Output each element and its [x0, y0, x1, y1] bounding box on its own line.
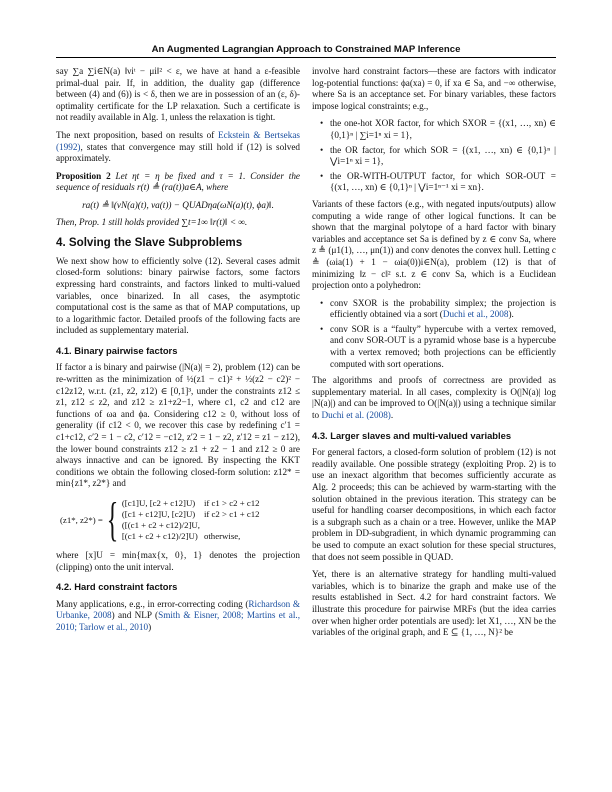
left-column: [56, 66, 300, 640]
text: , states that convergence may still hold if (12) is solved approximately.: [56, 141, 300, 164]
text: ) and NLP (: [111, 610, 159, 621]
citation-link[interactable]: Richardson & Urbanke, 2008: [56, 598, 300, 621]
section-heading: 4. Solving the Slave Subproblems: [56, 236, 243, 250]
case-value: ([c1]U, [c2 + c12]U): [121, 498, 196, 508]
paragraph: For general factors, a closed-form solution of problem (12) is not readily available. One possible strategy (exploiting Prop. 2) is to use an inexact algorithm that becomes sufficiently accurate as Alg. 2 proceeds; this can be achieved by warm-starting with the solution obtained in the previous iteration. This strategy can be useful for handling coarser decompositions, in which each factor is a subgraph such as a chain or a tree. However, unlike the MAP problem in DD-subgradient, in which dynamic programming can be used to compute an exact solution for these special structures, that does not seem possible in QUAD.: [312, 447, 556, 562]
cases-lhs: (z1*, z2*) =: [60, 514, 103, 525]
paragraph: Yet, there is an alternative strategy for handling multi-valued variables, which is to binarize the graph and make use of the results established in Sect. 4.2 for hard constraint factors. We illustrate this procedure for pairwise MRFs (but the idea carries over when higher order potentials are used): let X1, …, XN be the variables of the original graph, and E ⊆ {1, …, N}² be: [312, 569, 556, 638]
list-item: • the OR-WITH-OUTPUT factor, for which SOR-OUT = {(x1, …, xn) ∈ {0,1}ⁿ | ⋁i=1ⁿ⁻¹ xi = xn}.: [322, 171, 556, 194]
case-value: ([(c1 + c2 + c12)/2]U,: [121, 520, 200, 530]
subsection-heading: 4.3. Larger slaves and multi-valued variables: [312, 429, 512, 441]
text: ): [148, 621, 152, 632]
list-item: • the OR factor, for which SOR = {(x1, …, xn) ∈ {0,1}ⁿ | ⋁i=1ⁿ xi = 1},: [322, 145, 556, 168]
paragraph: Variants of these factors (e.g., with negated inputs/outputs) allow computing a wide range of other logical functions. It can be shown that the marginal polytope of a hard factor with binary variables and acceptance set Sa is defined by z ∈ conv Sa, where z ≜ (μ1(1), …, μn(1)) and conv denotes the convex hull. Letting c ≜ (ωia(1) + 1 − ωia(0))i∈N(a), problem (12) is that of minimizing ‖z − c‖² s.t. z ∈ conv Sa, which is a Euclidean projection onto a polyhedron:: [312, 198, 556, 291]
proposition-conclusion: [56, 217, 300, 229]
citation-link[interactable]: Eckstein & Bertsekas (1992): [56, 129, 300, 152]
paragraph: [56, 130, 300, 165]
bullet-list: [312, 298, 556, 371]
paragraph: say ∑a ∑i∈N(a) ‖νiᵗ − μi‖² < ε, we have at hand a ε-feasible primal-dual pair. If, in addition, the duality gap (difference between (4) and (6)) is < δ, then we are in possession of an (ε, δ)-optimality certificate for the LP relaxation. Such a certificate is not readily available in Alg. 1, unless the relaxation is tight.: [56, 66, 300, 123]
subsection-heading: 4.1. Binary pairwise factors: [56, 344, 178, 356]
text: The algorithms and proofs of correctness are provided as supplementary material. In all cases, complexity is O(|N(a)| log |N(a)|) and can be improved to O(|N(a)|) using a technique similar to: [312, 375, 556, 421]
cases-table: [122, 498, 264, 542]
proposition: [56, 171, 300, 194]
text: Many applications, e.g., in error-correcting coding (: [56, 598, 249, 609]
header-rule: [56, 57, 556, 58]
citation-link[interactable]: Duchi et al. (2008): [321, 410, 391, 421]
text: Then, Prop. 1 still holds provided ∑t=1∞ ‖r(t)‖ < ∞.: [56, 216, 248, 227]
paragraph: If factor a is binary and pairwise (|N(a)| = 2), problem (12) can be re-written as the minimization of ½(z1 − c1)² + ½(z2 − c2)² − c12z12, w.r.t. (z1, z2, z12) ∈ [0,1]³, under the constraints z12 ≤ z1, z12 ≤ z2, and z12 ≥ z1+z2−1, where c1, c2 and c12 are functions of ωa and ϕa. Considering c12 ≥ 0, without loss of generality (if c12 < 0, we recover this case by redefining c′1 = c1+c12, c′2 = 1 − c2, c′12 = −c12, z′2 = 1 − z2, z′12 = z1 − z12), the lower bound constraints z12 ≥ z1 + z2 − 1 and z12 ≥ 0 are always innactive and can be ignored. By inspecting the KKT conditions we obtain the following closed-form solution: z12* = min{z1*, z2*} and: [56, 362, 300, 489]
equation: ra(t) ≜ ‖(νN(a)(t), νa(t)) − QUADηa(ωN(a)(t), ϕa)‖.: [82, 199, 274, 210]
paragraph: [56, 599, 300, 634]
text: The next proposition, based on results of: [56, 129, 219, 140]
paragraph: where [x]U = min{max{x, 0}, 1} denotes the projection (clipping) onto the unit interval.: [56, 550, 300, 572]
case-value: ([c1 + c12]U, [c2]U): [121, 509, 196, 519]
case-value: [(c1 + c2 + c12)/2]U): [121, 531, 198, 541]
list-item: • the one-hot XOR factor, for which SXOR = {(x1, …, xn) ∈ {0,1}ⁿ | ∑i=1ⁿ xi = 1},: [322, 118, 556, 141]
subsection-heading: 4.2. Hard constraint factors: [56, 581, 178, 593]
text: ).: [508, 309, 514, 320]
right-column: [312, 66, 556, 645]
text: .: [390, 410, 394, 421]
bullet-list: [312, 118, 556, 194]
cases-equation: [60, 493, 300, 546]
list-item: • conv SOR is a “faulty” hypercube with a vertex removed, and conv SOR-OUT is a pyramid whose base is a hypercube with a vertex removed; both projections can be efficiently computed with sort operations.: [322, 324, 556, 370]
proposition-label: Proposition 2: [56, 170, 111, 181]
proposition-text: Let ηt = η be fixed and τ = 1. Consider the sequence of residuals r(t) ≜ (ra(t))a∈A, where: [56, 170, 300, 193]
paragraph: involve hard constraint factors—these are factors with indicator log-potential functions: ϕa(xa) = 0, if xa ∈ Sa, and −∞ otherwise, where Sa is an acceptance set. For binary variables, these factors impose logical constraints; e.g.,: [312, 66, 556, 111]
citation-link[interactable]: Smith & Eisner, 2008; Martins et al., 2010; Tarlow et al., 2010: [56, 610, 300, 632]
paragraph: We next show how to efficiently solve (12). Several cases admit closed-form solutions: binary pairwise factors, some factors expressing hard constraints, and factors linked to multi-valued variables, once binarized. In all cases, the asymptotic computational cost is the same as that of MAP computations, up to a logarithmic factor. Detailed proofs of the following facts are included as supplementary material.: [56, 255, 300, 336]
citation-link[interactable]: Duchi et al., 2008: [442, 309, 509, 320]
case-condition: otherwise,: [203, 531, 241, 541]
text: conv SXOR is the probability simplex; the projection is efficiently obtained via a sort (: [330, 297, 556, 320]
case-condition: if c2 > c1 + c12: [203, 509, 260, 519]
running-header: An Augmented Lagrangian Approach to Constrained MAP Inference: [151, 44, 461, 55]
brace-icon: {: [106, 493, 119, 546]
paragraph: [312, 375, 556, 421]
case-condition: if c1 > c2 + c12: [203, 498, 260, 508]
list-item: [322, 298, 556, 321]
